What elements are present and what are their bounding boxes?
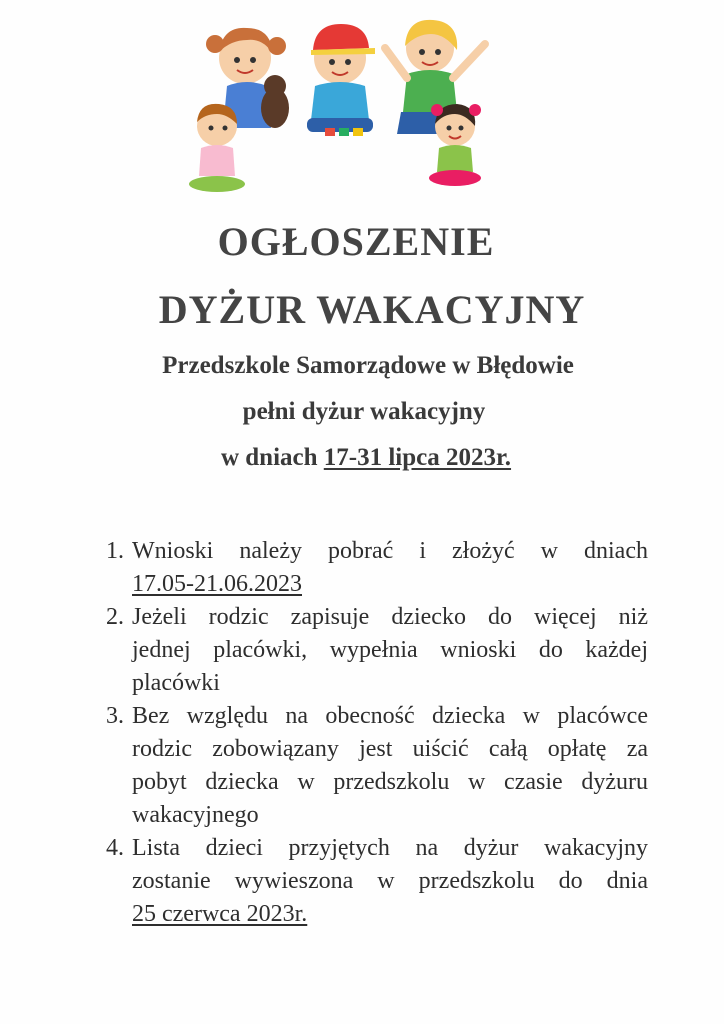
small-girl-icon bbox=[429, 104, 481, 186]
boy-with-cap-icon bbox=[307, 24, 375, 136]
list-item-text: Bez względu na obecność dziecka w placówce bbox=[132, 703, 648, 729]
list-item bbox=[106, 535, 648, 601]
list-item-text: Wnioski należy pobrać i złożyć w dniach bbox=[132, 538, 648, 564]
list-item-number: 2. bbox=[106, 604, 124, 630]
duty-dates-prefix: w dniach bbox=[220, 444, 324, 471]
duty-statement: pełni dyżur wakacyjny bbox=[242, 398, 486, 425]
list-item-text: rodzic zobowiązany jest uiścić całą opłatę za bbox=[132, 736, 648, 762]
list-item-text: 17.05-21.06.2023 bbox=[132, 571, 302, 597]
announcement-title: OGŁOSZENIE bbox=[217, 219, 495, 264]
list-item-text: placówki bbox=[132, 670, 220, 696]
duty-dates-range: 17-31 lipca 2023r. bbox=[323, 444, 512, 471]
list-item bbox=[106, 601, 648, 700]
list-item-number: 4. bbox=[106, 835, 124, 861]
children-playing-illustration bbox=[175, 8, 515, 198]
list-item-text: Lista dzieci przyjętych na dyżur wakacyjny bbox=[132, 835, 648, 861]
list-item bbox=[106, 832, 648, 931]
rules-list bbox=[106, 535, 648, 931]
announcement-subtitle: DYŻUR WAKACYJNY bbox=[158, 287, 586, 332]
list-item-text: pobyt dziecka w przedszkolu w czasie dyżuru bbox=[132, 769, 648, 795]
list-item-text: 25 czerwca 2023r. bbox=[132, 901, 308, 927]
list-item bbox=[106, 700, 648, 832]
preschool-name: Przedszkole Samorządowe w Błędowie bbox=[162, 352, 574, 379]
list-item-text: Jeżeli rodzic zapisuje dziecko do więcej niż bbox=[132, 604, 648, 630]
list-item-text: jednej placówki, wypełnia wnioski do każdej bbox=[132, 637, 648, 663]
list-item-number: 3. bbox=[106, 703, 124, 729]
duty-dates bbox=[4, 444, 724, 472]
list-item-text: zostanie wywieszona w przedszkolu do dnia bbox=[132, 868, 648, 894]
list-item-text: wakacyjnego bbox=[132, 802, 259, 828]
list-item-number: 1. bbox=[106, 538, 124, 564]
